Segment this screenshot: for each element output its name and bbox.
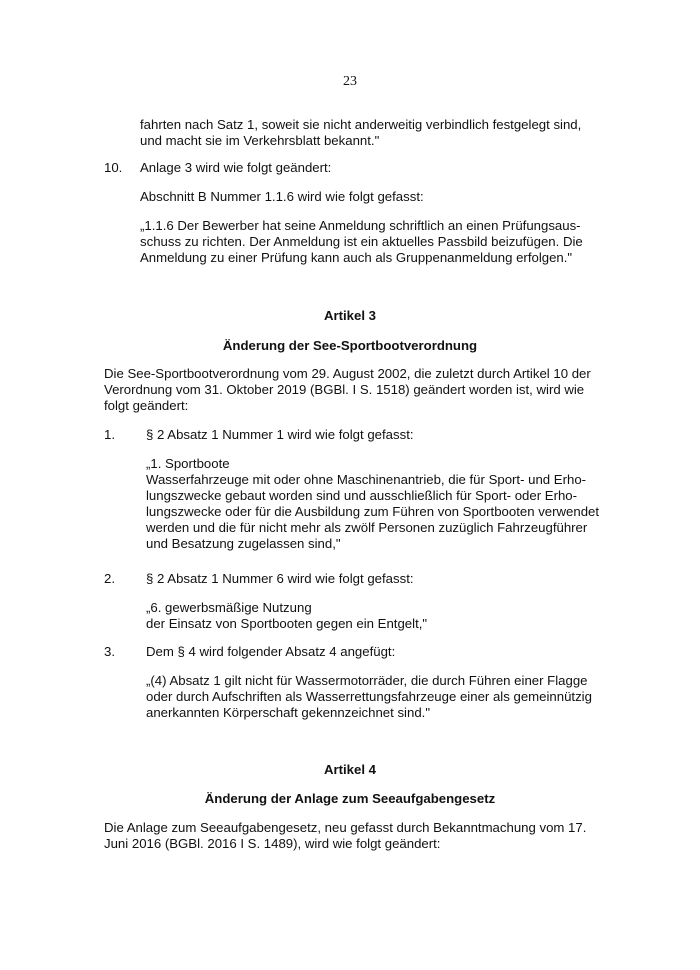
text-line: Verordnung vom 31. Oktober 2019 (BGBl. I S. 1518) geändert worden ist, wird wie (104, 382, 585, 397)
item-number: 10. (104, 160, 123, 175)
text-line: Die Anlage zum Seeaufgabengesetz, neu gefasst durch Bekanntmachung vom 17. (104, 820, 587, 835)
item-number: 3. (104, 644, 115, 659)
text-line: lungszwecke gebaut worden sind und ausschließlich für Sport- oder Erho- (146, 488, 578, 503)
text-line: und macht sie im Verkehrsblatt bekannt." (140, 133, 380, 148)
article-title: Änderung der See-Sportbootverordnung (222, 338, 478, 353)
text-line: schuss zu richten. Der Anmeldung ist ein aktuelles Passbild beizufügen. Die (140, 234, 583, 249)
article-intro (104, 820, 586, 852)
text-line: „1.1.6 Der Bewerber hat seine Anmeldung schriftlich an einen Prüfungsaus- (140, 218, 581, 233)
item-subtext: Abschnitt B Nummer 1.1.6 wird wie folgt gefasst: (140, 189, 424, 204)
article-title: Änderung der Anlage zum Seeaufgabengesetz (204, 791, 496, 806)
text-line: „6. gewerbsmäßige Nutzung (146, 600, 312, 615)
text-line: Wasserfahrzeuge mit oder ohne Maschinenantrieb, die für Sport- und Erho- (146, 472, 587, 487)
quoted-amendment (146, 673, 592, 721)
continuation-paragraph (140, 117, 581, 149)
text-line: werden und die für nicht mehr als zwölf Personen zuzüglich Fahrzeugführer (146, 520, 588, 535)
text-line: Juni 2016 (BGBl. 2016 I S. 1489), wird wie folgt geändert: (104, 836, 441, 851)
quoted-amendment (146, 600, 427, 632)
item-number: 2. (104, 571, 115, 586)
text-line: lungszwecke oder für die Ausbildung zum Führen von Sportbooten verwendet (146, 504, 600, 519)
text-line: oder durch Aufschriften als Wasserrettungsfahrzeuge einer als gemeinnützig (146, 689, 592, 704)
text-line: Die See-Sportbootverordnung vom 29. August 2002, die zuletzt durch Artikel 10 der (104, 366, 591, 381)
article-intro (104, 366, 591, 414)
text-line: der Einsatz von Sportbooten gegen ein Entgelt," (146, 616, 428, 631)
quoted-amendment (146, 456, 599, 552)
text-line: folgt geändert: (104, 398, 189, 413)
text-line: und Besatzung zugelassen sind," (146, 536, 341, 551)
text-line: anerkannten Körperschaft gekennzeichnet sind." (146, 705, 431, 720)
item-text: Dem § 4 wird folgender Absatz 4 angefügt: (146, 644, 396, 659)
page-number: 23 (343, 74, 357, 89)
article-label: Artikel 4 (323, 762, 377, 777)
text-line: „1. Sportboote (146, 456, 230, 471)
text-line: fahrten nach Satz 1, soweit sie nicht anderweitig verbindlich festgelegt sind, (140, 117, 582, 132)
item-text: § 2 Absatz 1 Nummer 1 wird wie folgt gefasst: (146, 427, 414, 442)
quoted-amendment (140, 218, 583, 266)
item-text: § 2 Absatz 1 Nummer 6 wird wie folgt gefasst: (146, 571, 414, 586)
article-label: Artikel 3 (323, 308, 377, 323)
item-number: 1. (104, 427, 115, 442)
text-line: „(4) Absatz 1 gilt nicht für Wassermotorräder, die durch Führen einer Flagge (146, 673, 588, 688)
text-line: Anmeldung zu einer Prüfung kann auch als Gruppenanmeldung erfolgen." (140, 250, 573, 265)
item-text: Anlage 3 wird wie folgt geändert: (140, 160, 332, 175)
